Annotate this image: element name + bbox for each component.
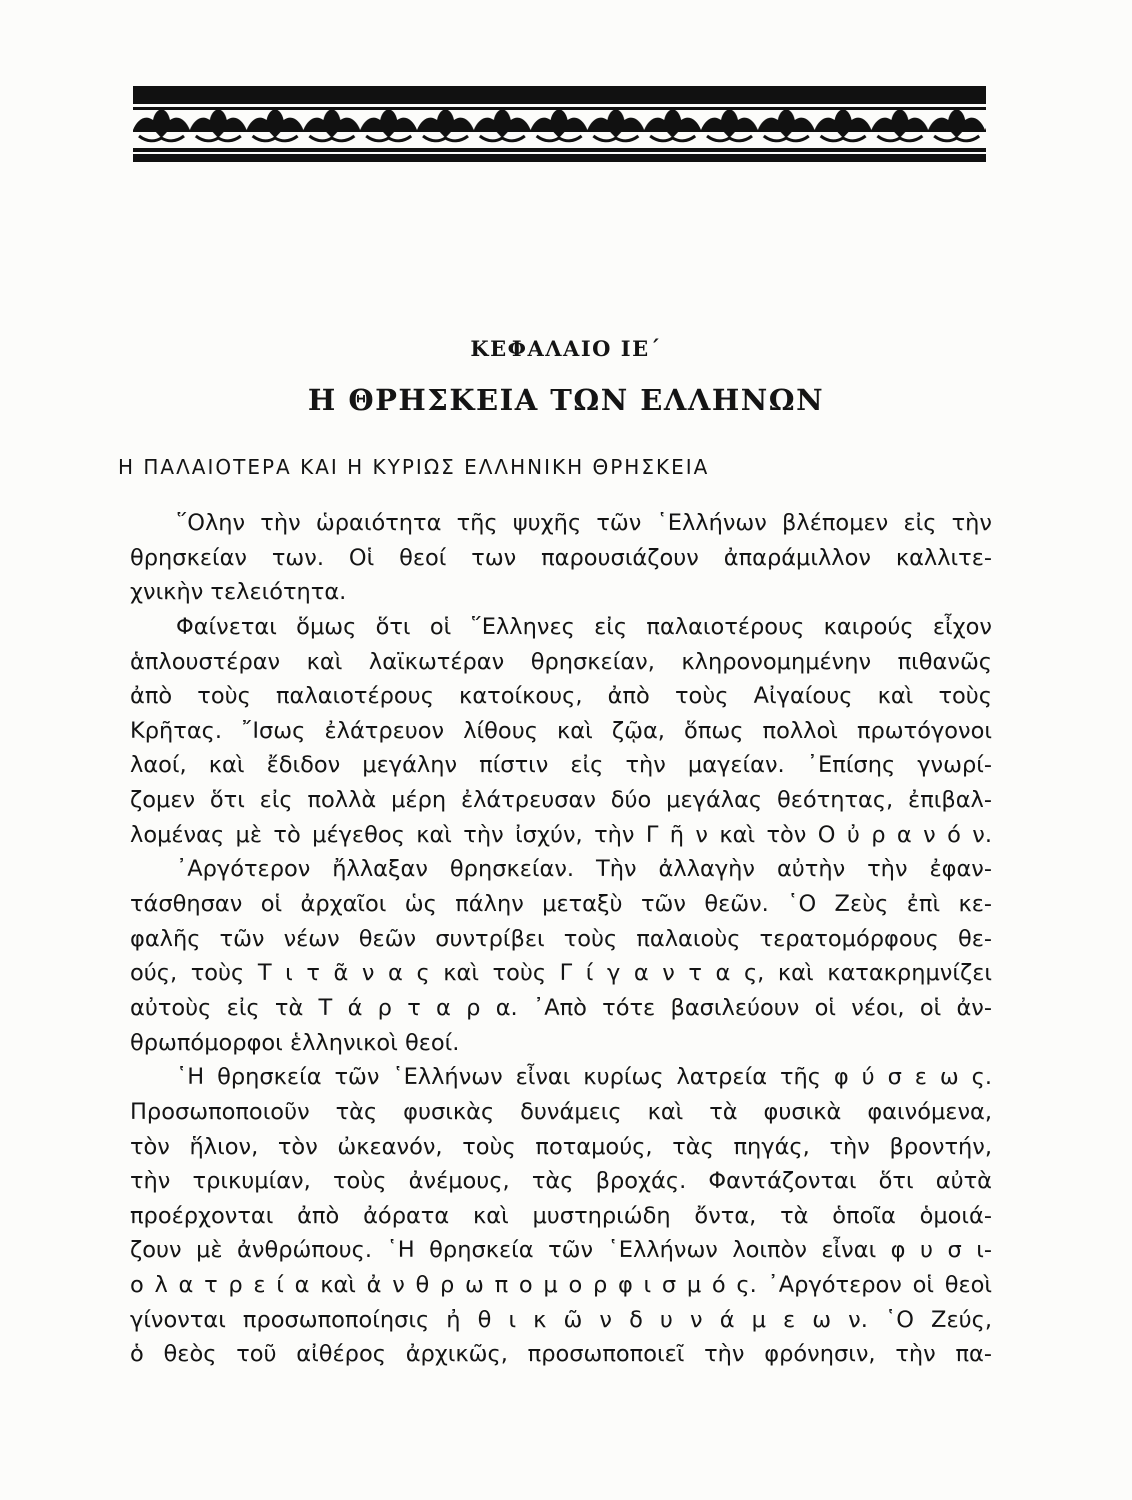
text-line: ούς, τοὺς Τ ι τ ᾶ ν α ς καὶ τοὺς Γ ί γ α ν τ α ς, καὶ κατακρημνίζει bbox=[130, 960, 992, 987]
text-line: ῾Η θρησκεία τῶν ῾Ελλήνων εἶναι κυρίως λατρεία τῆς φ ύ σ ε ω ς. bbox=[176, 1064, 992, 1091]
text-line: Προσωποποιοῦν τὰς φυσικὰς δυνάμεις καὶ τὰ φυσικὰ φαινόμενα, bbox=[130, 1098, 992, 1125]
text-line: τὸν ἥλιον, τὸν ὠκεανόν, τοὺς ποταμούς, τὰς πηγάς, τὴν βροντήν, bbox=[130, 1133, 992, 1160]
text-line: χνικὴν τελειότητα. bbox=[130, 579, 347, 606]
text-line: προέρχονται ἀπὸ ἀόρατα καὶ μυστηριώδη ὄντα, τὰ ὁποῖα ὁμοιά- bbox=[130, 1202, 992, 1229]
text-line: ἁπλουστέραν καὶ λαϊκωτέραν θρησκείαν, κληρονομημένην πιθανῶς bbox=[130, 648, 992, 675]
text-line: ἀπὸ τοὺς παλαιοτέρους κατοίκους, ἀπὸ τοὺς Αἰγαίους καὶ τοὺς bbox=[130, 683, 992, 710]
text-line: θρωπόμορφοι ἑλληνικοὶ θεοί. bbox=[130, 1029, 460, 1056]
text-line: φαλῆς τῶν νέων θεῶν συντρίβει τοὺς παλαιοὺς τερατομόρφους θε- bbox=[130, 925, 992, 952]
text-line: ο λ α τ ρ ε ί α καὶ ἀ ν θ ρ ω π ο μ ο ρ φ ι σ μ ό ς. ᾿Αργότερον οἱ θεοὶ bbox=[130, 1272, 992, 1299]
text-line: ὁ θεὸς τοῦ αἰθέρος ἀρχικῶς, προσωποποιεῖ τὴν φρόνησιν, τὴν πα- bbox=[130, 1341, 992, 1368]
text-line: λαοί, καὶ ἔδιδον μεγάλην πίστιν εἰς τὴν μαγείαν. ᾿Επίσης γνωρί- bbox=[130, 752, 992, 779]
text-line: ᾿Αργότερον ἤλλαξαν θρησκείαν. Τὴν ἀλλαγὴν αὐτὴν τὴν ἐφαν- bbox=[176, 856, 992, 883]
chapter-label: ΚΕΦΑΛΑΙΟ ΙΕ΄ bbox=[470, 336, 662, 361]
text-line: Φαίνεται ὅμως ὅτι οἱ ῞Ελληνες εἰς παλαιοτέρους καιρούς εἶχον bbox=[176, 613, 992, 640]
text-line: λομένας μὲ τὸ μέγεθος καὶ τὴν ἰσχύν, τὴν Γ ῆ ν καὶ τὸν Ο ὐ ρ α ν ό ν. bbox=[130, 821, 992, 848]
text-line: Κρῆτας. ῎Ισως ἐλάτρευον λίθους καὶ ζῷα, ὅπως πολλοὶ πρωτόγονοι bbox=[130, 717, 992, 744]
text-line: ζομεν ὅτι εἰς πολλὰ μέρη ἐλάτρευσαν δύο μεγάλας θεότητας, ἐπιβαλ- bbox=[130, 787, 992, 814]
text-line: γίνονται προσωποποίησις ἠ θ ι κ ῶ ν δ υ ν ά μ ε ω ν. ῾Ο Ζεύς, bbox=[130, 1306, 992, 1333]
chapter-title: Η ΘΡΗΣΚΕΙΑ ΤΩΝ ΕΛΛΗΝΩΝ bbox=[307, 383, 825, 417]
text-line: θρησκείαν των. Οἱ θεοί των παρουσιάζουν ἀπαράμιλλον καλλιτε- bbox=[130, 544, 992, 571]
text-line: τὴν τρικυμίαν, τοὺς ἀνέμους, τὰς βροχάς. Φαντάζονται ὅτι αὐτὰ bbox=[130, 1168, 992, 1195]
text-line: ῞Ολην τὴν ὡραιότητα τῆς ψυχῆς τῶν ῾Ελλήνων βλέπομεν εἰς τὴν bbox=[176, 510, 992, 536]
section-heading: Η ΠΑΛΑΙΟΤΕΡΑ ΚΑΙ Η ΚΥΡΙΩΣ ΕΛΛΗΝΙΚΗ ΘΡΗΣΚΕΙΑ bbox=[118, 455, 710, 479]
decorative-ornament-band bbox=[133, 86, 986, 162]
text-line: ζουν μὲ ἀνθρώπους. ῾Η θρησκεία τῶν ῾Ελλήνων λοιπὸν εἶναι φ υ σ ι- bbox=[130, 1237, 992, 1264]
body-text bbox=[130, 506, 992, 1372]
text-line: αὐτοὺς εἰς τὰ Τ ά ρ τ α ρ α. ᾿Απὸ τότε βασιλεύουν οἱ νέοι, οἱ ἀν- bbox=[130, 994, 992, 1021]
text-line: τάσθησαν οἱ ἀρχαῖοι ὡς πάλην μεταξὺ τῶν θεῶν. ῾Ο Ζεὺς ἐπὶ κε- bbox=[130, 891, 992, 918]
